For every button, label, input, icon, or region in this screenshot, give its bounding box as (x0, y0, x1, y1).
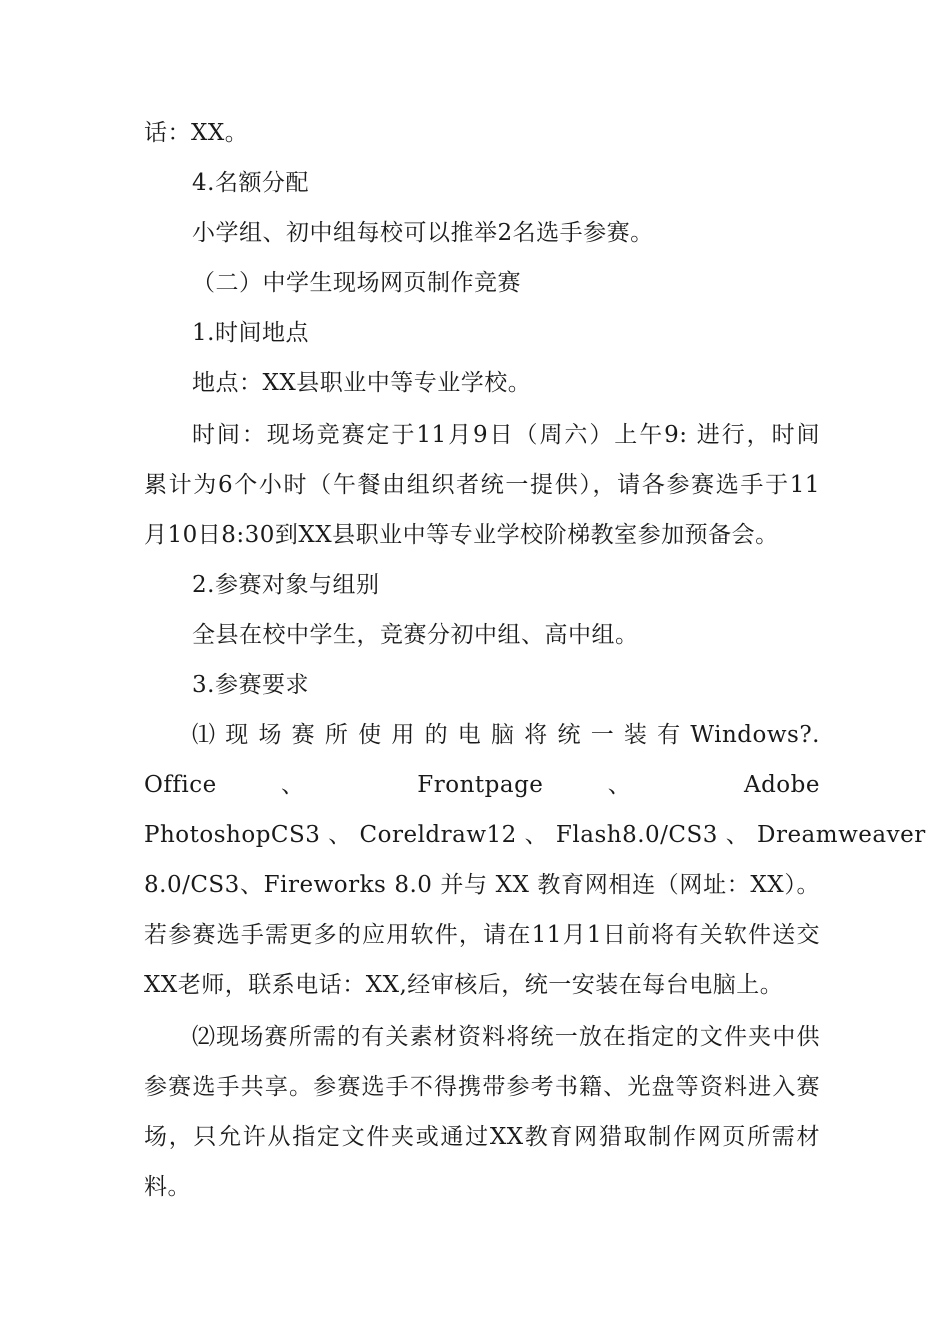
text-line-3: 小学组、初中组每校可以推举2名选手参赛。 (192, 220, 654, 246)
text-line-21: 场，只允许从指定文件夹或通过XX教育网猎取制作网页所需材 (144, 1124, 820, 1150)
text-line-7: 时间：现场竞赛定于11月9日（周六）上午9: 进行，时间 (192, 422, 820, 448)
text-line-17: 若参赛选手需更多的应用软件，请在11月1日前将有关软件送交 (144, 922, 820, 948)
text-line-11: 全县在校中学生，竞赛分初中组、高中组。 (192, 622, 639, 648)
text-line-13: ⑴ 现 场 赛 所 使 用 的 电 脑 将 统 一 装 有 Windows?. (192, 722, 820, 748)
section-heading-quota: 4.名额分配 (192, 170, 309, 196)
text-line-9: 月10日8:30到XX县职业中等专业学校阶梯教室参加预备会。 (144, 522, 779, 548)
text-line-16: 8.0/CS3、Fireworks 8.0 并与 XX 教育网相连（网址：XX）。 (144, 872, 820, 898)
text-line-20: 参赛选手共享。参赛选手不得携带参考书籍、光盘等资料进入赛 (144, 1074, 820, 1100)
section-heading-webpage-contest: （二）中学生现场网页制作竞赛 (192, 270, 521, 296)
text-line-14: Office 、 Frontpage 、 Adobe (144, 772, 820, 798)
text-line-1: 话：XX。 (144, 120, 249, 146)
section-heading-participants: 2.参赛对象与组别 (192, 572, 380, 598)
text-line-6: 地点：XX县职业中等专业学校。 (192, 370, 532, 396)
text-line-22: 料。 (144, 1174, 191, 1200)
text-line-15: PhotoshopCS3 、 Coreldraw12 、 Flash8.0/CS3 、 Dreamweaver (144, 822, 926, 848)
section-heading-time-place: 1.时间地点 (192, 320, 309, 346)
text-line-18: XX老师，联系电话：XX,经审核后，统一安装在每台电脑上。 (144, 972, 784, 998)
text-line-8: 累计为6个小时（午餐由组织者统一提供），请各参赛选手于11 (144, 472, 820, 498)
section-heading-requirements: 3.参赛要求 (192, 672, 309, 698)
text-line-19: ⑵现场赛所需的有关素材资料将统一放在指定的文件夹中供 (192, 1024, 820, 1050)
